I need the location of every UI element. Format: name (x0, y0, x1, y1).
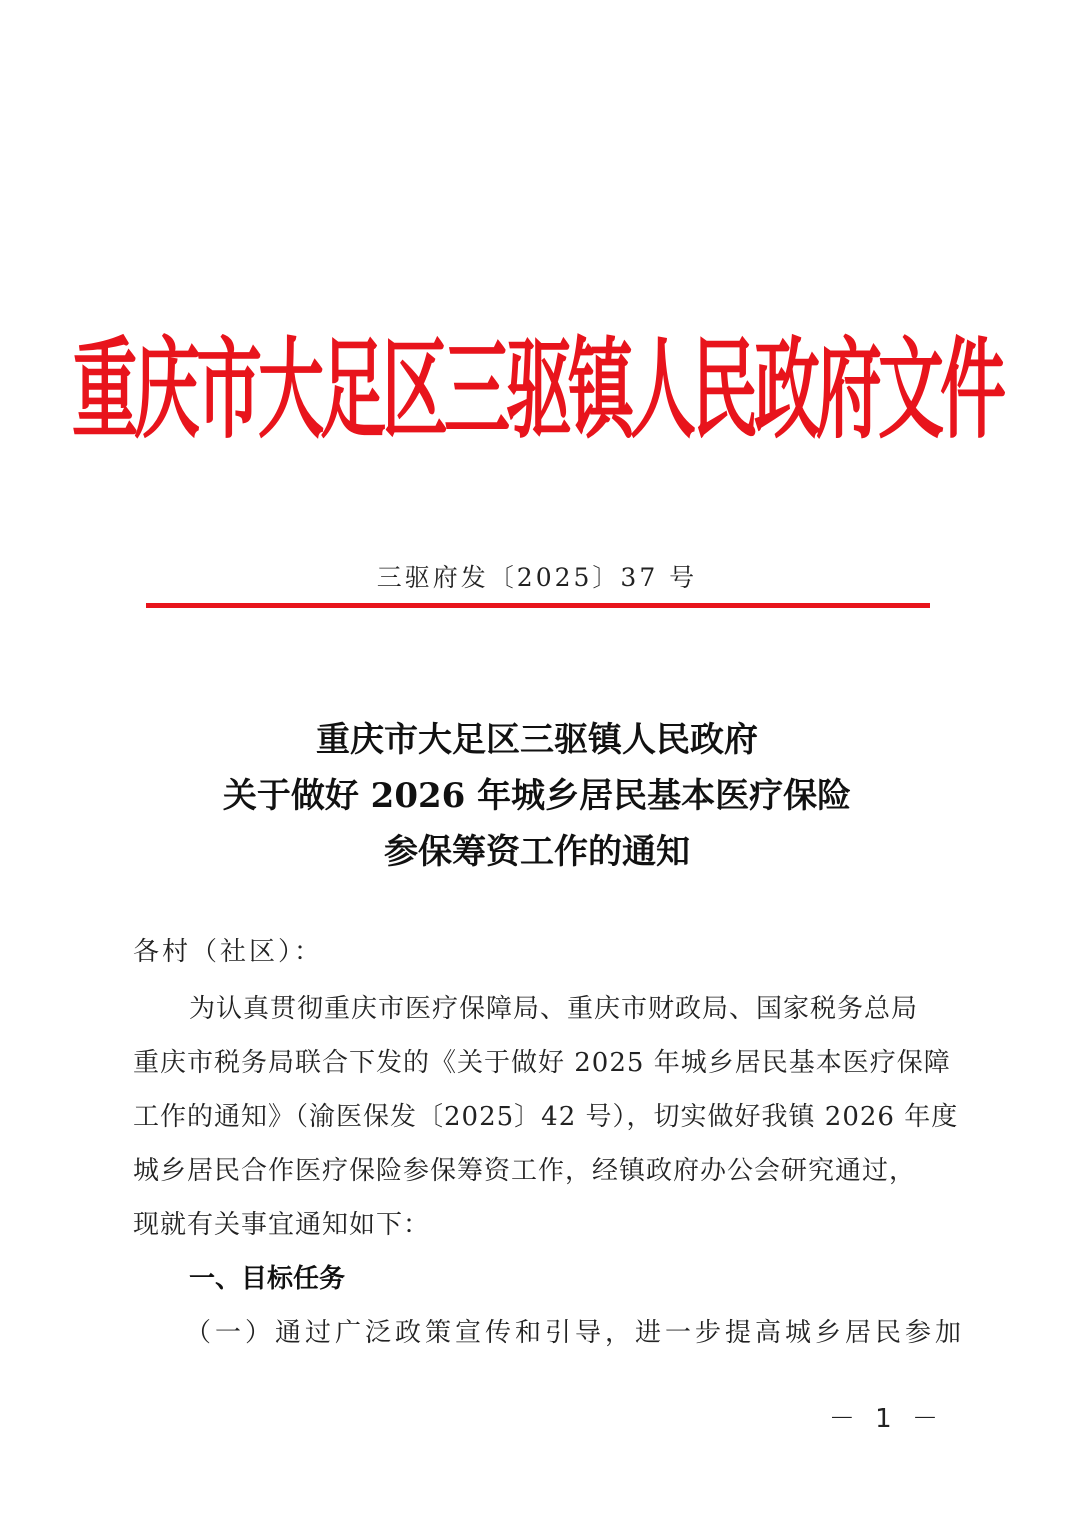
document-header (0, 300, 1074, 460)
list-item: （一）通过广泛政策宣传和引导，进一步提高城乡居民参加 (185, 1318, 966, 1348)
intro-paragraph (133, 982, 959, 1252)
paragraph-line: 为认真贯彻重庆市医疗保障局、重庆市财政局、国家税务总局 (189, 994, 919, 1024)
salutation: 各村（社区）： (133, 937, 324, 967)
red-separator-line (146, 603, 930, 608)
document-number: 三驱府发〔2025〕37 号 (376, 563, 698, 592)
issuing-authority-title: 重庆市大足区三驱镇人民政府文件 (72, 326, 1002, 454)
section-heading: 一、目标任务 (189, 1264, 346, 1294)
document-body (133, 930, 966, 1360)
paragraph-line: 城乡居民合作医疗保险参保筹资工作，经镇政府办公会研究通过， (133, 1156, 917, 1186)
notice-title-line-3: 参保筹资工作的通知 (384, 832, 690, 872)
notice-title (0, 712, 1074, 880)
page-number: － 1 － (828, 1404, 944, 1434)
paragraph-line: 工作的通知》（渝医保发〔2025〕42 号），切实做好我镇 2026 年度 (133, 1102, 959, 1132)
notice-title-line-1: 重庆市大足区三驱镇人民政府 (316, 720, 758, 760)
notice-title-line-2: 关于做好 2026 年城乡居民基本医疗保险 (222, 776, 852, 816)
paragraph-line: 现就有关事宜通知如下： (133, 1210, 431, 1240)
paragraph-line: 重庆市税务局联合下发的《关于做好 2025 年城乡居民基本医疗保障 (133, 1048, 951, 1078)
